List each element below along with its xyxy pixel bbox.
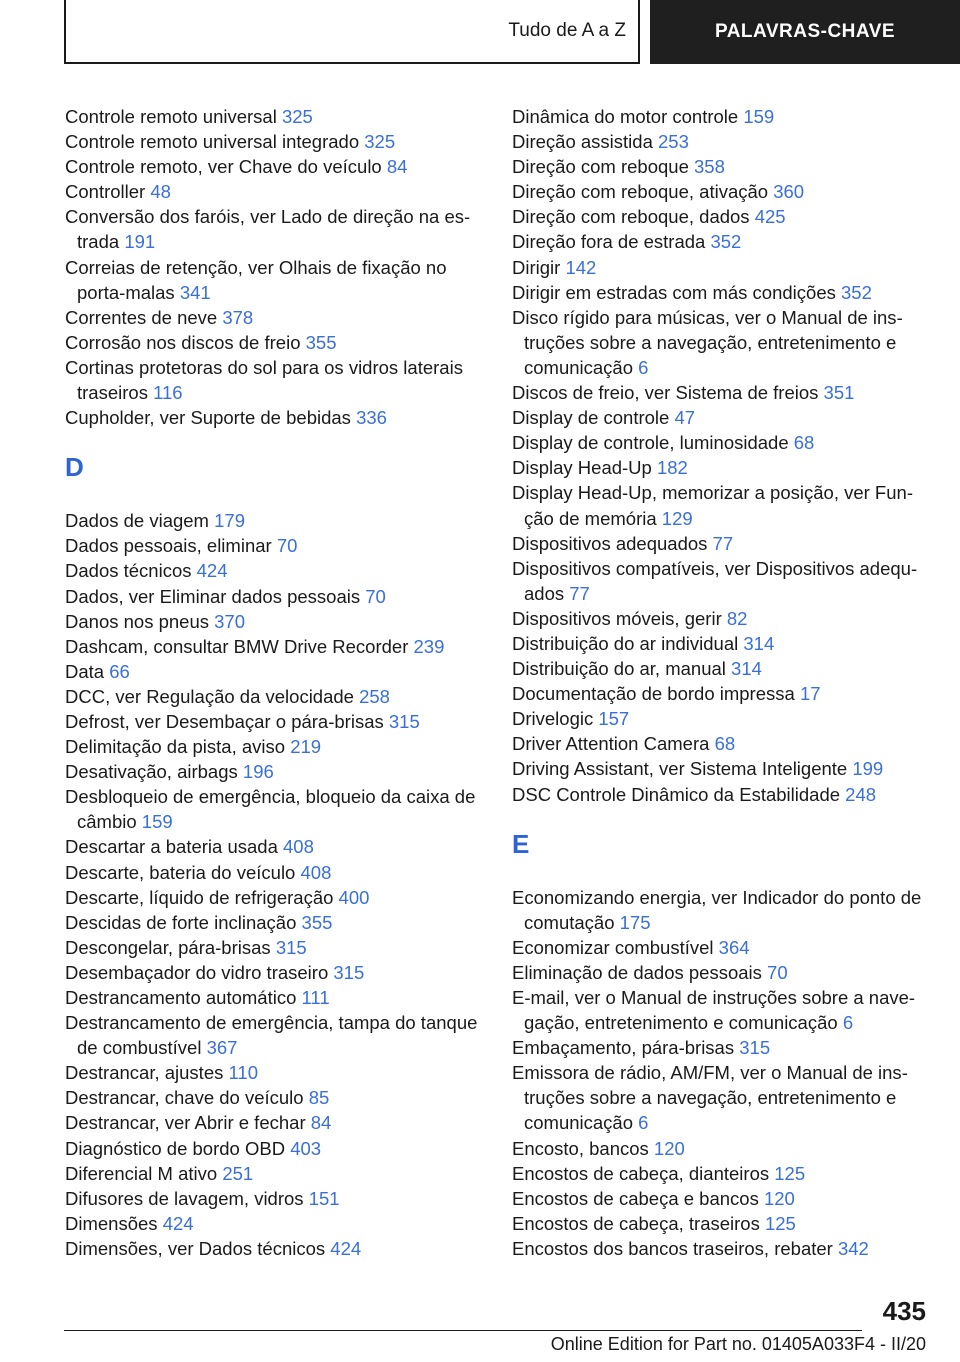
page-link[interactable]: 351 <box>823 382 855 404</box>
entry-text: Delimitação da pista, aviso <box>65 736 291 758</box>
entry-text: Cupholder, ver Suporte de bebidas <box>65 407 357 429</box>
index-entry <box>65 104 480 129</box>
index-entry <box>512 885 932 935</box>
page-link[interactable]: 66 <box>109 660 130 682</box>
page-link[interactable]: 17 <box>799 683 821 705</box>
entry-text: Eliminação de dados pessoais <box>512 961 768 983</box>
index-entry <box>65 985 480 1010</box>
entry-text: Documentação de bordo impressa <box>512 683 800 705</box>
index-entry <box>512 681 932 706</box>
index-entry <box>512 731 932 756</box>
page-link[interactable]: 314 <box>731 658 762 680</box>
entry-text: Diferencial M ativo <box>65 1162 223 1184</box>
entry-text: Dimensões <box>65 1212 163 1234</box>
page-link[interactable]: 159 <box>141 811 173 833</box>
index-entry <box>512 935 932 960</box>
index-entry <box>65 834 480 859</box>
index-entry <box>65 1186 480 1211</box>
entry-text: Display de controle <box>512 407 675 429</box>
index-entry <box>512 129 932 154</box>
index-entry <box>65 609 480 634</box>
index-entry <box>512 656 932 681</box>
page-link[interactable]: 48 <box>150 181 171 203</box>
entry-text: Dirigir <box>512 256 566 278</box>
page-link[interactable]: 352 <box>710 231 742 253</box>
page-link[interactable]: 251 <box>222 1162 254 1184</box>
page-link[interactable]: 82 <box>726 607 748 629</box>
index-entry <box>65 204 480 254</box>
entry-text: Destrancar, ver Abrir e fechar <box>65 1112 311 1134</box>
index-entry <box>65 1010 480 1060</box>
entry-text: Encostos dos bancos traseiros, rebater <box>512 1237 838 1259</box>
index-entry <box>512 204 932 229</box>
index-entry <box>65 960 480 985</box>
entry-text: Descartar a bateria usada <box>65 836 284 858</box>
entry-text: DSC Controle Dinâmico da Estabilidade <box>512 783 846 805</box>
page-link[interactable]: 6 <box>842 1012 854 1034</box>
page-link[interactable]: 84 <box>386 156 408 178</box>
index-entry <box>512 430 932 455</box>
index-entry <box>512 606 932 631</box>
entry-text: Encosto, bancos <box>512 1137 654 1159</box>
index-entry <box>65 885 480 910</box>
entry-text: Controle remoto, ver Chave do veículo <box>65 156 387 178</box>
entry-text: Dados técnicos <box>65 560 197 582</box>
entry-text: Controle remoto universal <box>65 106 282 127</box>
page-link[interactable]: 175 <box>619 911 651 933</box>
page-link[interactable]: 424 <box>196 560 228 582</box>
index-entry <box>512 985 932 1035</box>
entry-text: Controller <box>65 181 151 203</box>
entry-text: Desbloqueio de emergência, bloqueio da caixa de câmbio <box>65 786 476 833</box>
index-entry <box>512 1236 932 1261</box>
entry-text: Controle remoto universal integrado <box>65 131 365 153</box>
index-entry <box>512 380 932 405</box>
index-entry <box>65 584 480 609</box>
entry-text: Data <box>65 660 110 682</box>
index-entry <box>512 104 932 129</box>
entry-text: Distribuição do ar, manual <box>512 658 732 680</box>
page-link[interactable]: 248 <box>845 783 877 805</box>
index-column-right <box>512 104 932 1261</box>
page-link[interactable]: 325 <box>281 106 313 127</box>
index-entry <box>65 634 480 659</box>
page-link[interactable]: 424 <box>330 1237 362 1259</box>
entry-text: Encostos de cabeça, dianteiros <box>512 1162 775 1184</box>
page-number: 435 <box>882 1296 926 1326</box>
page-link[interactable]: 253 <box>658 131 689 153</box>
index-entry <box>65 1236 480 1261</box>
entry-text: Emissora de rádio, AM/FM, ver o Manual de instruções sobre a navegação, entretenimento e comunicação <box>512 1062 908 1134</box>
entry-text: Drivelogic <box>512 708 599 730</box>
index-entry <box>65 784 480 834</box>
index-entry <box>512 756 932 781</box>
index-entry <box>512 531 932 556</box>
index-entry <box>65 860 480 885</box>
entry-text: Economizando energia, ver Indicador do ponto de comutação <box>512 886 922 933</box>
entry-text: Direção fora de estrada <box>512 231 711 253</box>
page-link[interactable]: 424 <box>162 1212 194 1234</box>
entry-text: Driving Assistant, ver Sistema Inteligente <box>512 758 853 780</box>
index-entry <box>65 179 480 204</box>
entry-text: Direção com reboque, ativação <box>512 181 774 203</box>
page-link[interactable]: 314 <box>743 632 775 654</box>
entry-text: Disco rígido para músicas, ver o Manual de instruções sobre a navegação, entretenimento e comunicação <box>512 306 903 378</box>
page-link[interactable]: 239 <box>413 635 445 657</box>
entry-text: Display Head-Up, memorizar a posição, ver Função de memória <box>512 482 913 529</box>
entry-text: Dimensões, ver Dados técnicos <box>65 1237 331 1259</box>
page-link[interactable]: 70 <box>276 535 298 557</box>
index-entry <box>512 631 932 656</box>
page-link[interactable]: 325 <box>364 131 396 153</box>
index-entry <box>65 1161 480 1186</box>
index-entry <box>512 1186 932 1211</box>
index-entry <box>65 1211 480 1236</box>
page-link[interactable]: 341 <box>179 281 211 303</box>
index-entry <box>65 508 480 533</box>
entry-text: Direção com reboque <box>512 156 695 178</box>
entry-text: Destrancar, chave do veículo <box>65 1087 309 1109</box>
page-link[interactable]: 408 <box>283 836 314 858</box>
page-link[interactable]: 315 <box>739 1037 771 1059</box>
index-entry <box>512 960 932 985</box>
entry-text: Diagnóstico de bordo OBD <box>65 1137 291 1159</box>
page-header <box>64 0 960 64</box>
page-link[interactable]: 111 <box>301 987 330 1008</box>
page-link[interactable]: 403 <box>290 1137 322 1159</box>
page-link[interactable]: 358 <box>694 156 725 178</box>
entry-text: Descarte, líquido de refrigeração <box>65 886 339 908</box>
entry-text: Corrosão nos discos de freio <box>65 331 306 353</box>
entry-text: Display de controle, luminosidade <box>512 432 794 454</box>
page-link[interactable]: 70 <box>365 585 386 607</box>
page-link[interactable]: 352 <box>841 281 872 303</box>
section-letter-d: D <box>65 452 84 483</box>
entry-text: Dados de viagem <box>65 510 215 532</box>
page-link[interactable]: 70 <box>767 961 788 983</box>
entry-text: Conversão dos faróis, ver Lado de direção na estrada <box>65 206 471 253</box>
index-entry <box>512 1136 932 1161</box>
page-link[interactable]: 84 <box>310 1112 332 1134</box>
entries-pre-right <box>512 104 932 807</box>
page-link[interactable]: 182 <box>656 457 688 479</box>
page-link[interactable]: 120 <box>653 1137 685 1159</box>
entry-text: Dinâmica do motor controle <box>512 106 744 127</box>
index-entry <box>65 1136 480 1161</box>
index-entry <box>65 154 480 179</box>
page-link[interactable]: 408 <box>300 861 332 883</box>
section-title: Tudo de A a Z <box>64 0 640 64</box>
index-entry <box>512 1035 932 1060</box>
index-entry <box>512 1161 932 1186</box>
index-entry <box>512 229 932 254</box>
entry-text: Descongelar, pára-brisas <box>65 936 276 958</box>
entry-text: Encostos de cabeça e bancos <box>512 1187 764 1209</box>
index-entry <box>512 154 932 179</box>
edition-footer: Online Edition for Part no. 01405A033F4 - II/20 <box>550 1334 926 1354</box>
entries-pre-left <box>65 104 480 430</box>
page-link[interactable]: 336 <box>356 407 387 429</box>
page-link[interactable]: 400 <box>338 886 370 908</box>
entry-text: Driver Attention Camera <box>512 733 715 755</box>
index-entry <box>65 533 480 558</box>
entry-text: Discos de freio, ver Sistema de freios <box>512 382 824 404</box>
entry-text: Correntes de neve <box>65 306 223 328</box>
page-link[interactable]: 364 <box>718 936 750 958</box>
entry-text: Cortinas protetoras do sol para os vidros laterais traseiros <box>65 356 463 404</box>
page-link[interactable]: 77 <box>569 582 590 604</box>
page-link[interactable]: 196 <box>242 761 274 783</box>
entry-text: DCC, ver Regulação da velocidade <box>65 685 360 707</box>
index-entry <box>65 684 480 709</box>
chapter-title: PALAVRAS-CHAVE <box>650 0 960 64</box>
index-column-left <box>65 104 480 1261</box>
entry-text: Dispositivos móveis, gerir <box>512 607 727 629</box>
entry-text: Defrost, ver Desembaçar o pára-brisas <box>65 710 389 732</box>
page-link[interactable]: 68 <box>793 432 815 454</box>
index-entry <box>65 1060 480 1085</box>
page-link[interactable]: 120 <box>763 1187 795 1209</box>
index-entry <box>512 405 932 430</box>
entry-text: Dispositivos adequados <box>512 532 713 554</box>
page-link[interactable]: 110 <box>228 1062 258 1084</box>
entry-text: Dados pessoais, eliminar <box>65 535 277 557</box>
page-link[interactable]: 125 <box>774 1162 806 1184</box>
index-entry <box>65 935 480 960</box>
entry-text: Encostos de cabeça, traseiros <box>512 1212 765 1234</box>
index-entry <box>65 330 480 355</box>
page-link[interactable]: 159 <box>743 106 775 127</box>
page-link[interactable]: 77 <box>712 532 734 554</box>
entry-text: Descarte, bateria do veículo <box>65 861 301 883</box>
page-link[interactable]: 68 <box>714 733 736 755</box>
entries-left <box>65 508 480 1261</box>
index-entry <box>512 556 932 606</box>
section-letter-e: E <box>512 828 530 859</box>
page-link[interactable]: 425 <box>754 206 786 228</box>
index-entry <box>65 255 480 305</box>
page-link[interactable]: 179 <box>214 510 245 532</box>
index-entry <box>65 558 480 583</box>
index-entry <box>65 405 480 430</box>
footer-divider <box>64 1330 862 1331</box>
page-link[interactable]: 47 <box>674 407 696 429</box>
entry-text: Distribuição do ar individual <box>512 632 744 654</box>
index-entry <box>65 129 480 154</box>
page-link[interactable]: 219 <box>290 736 322 758</box>
page-link[interactable]: 258 <box>359 685 390 707</box>
page-link[interactable]: 367 <box>206 1037 238 1059</box>
entry-text: Economizar combustível <box>512 936 719 958</box>
entry-text: Desembaçador do vidro traseiro <box>65 961 334 983</box>
index-entry <box>65 759 480 784</box>
entry-text: Destrancamento automático <box>65 987 302 1008</box>
entry-text: Direção assistida <box>512 131 659 153</box>
entry-text: Descidas de forte inclinação <box>65 911 302 933</box>
index-entry <box>512 280 932 305</box>
page-link[interactable]: 342 <box>837 1237 869 1259</box>
index-entry <box>512 179 932 204</box>
index-entry <box>512 706 932 731</box>
page-link[interactable]: 315 <box>275 936 307 958</box>
page-link[interactable]: 129 <box>661 507 693 529</box>
page-link[interactable]: 370 <box>214 610 246 632</box>
page-link[interactable]: 125 <box>764 1212 796 1234</box>
index-entry <box>65 305 480 330</box>
index-entry <box>65 709 480 734</box>
page-link[interactable]: 116 <box>153 382 183 404</box>
page-link[interactable]: 378 <box>222 306 254 328</box>
index-entry <box>65 734 480 759</box>
page-link[interactable]: 151 <box>308 1187 340 1209</box>
index-entry <box>65 910 480 935</box>
index-entry <box>512 455 932 480</box>
entry-text: Direção com reboque, dados <box>512 206 755 228</box>
index-entry <box>512 305 932 380</box>
page-link[interactable]: 355 <box>301 911 333 933</box>
entry-text: Destrancamento de emergência, tampa do tanque de combustível <box>65 1012 478 1059</box>
entries-right <box>512 885 932 1261</box>
index-entry <box>512 1060 932 1135</box>
entry-text: Desativação, airbags <box>65 761 243 783</box>
page-link[interactable]: 355 <box>305 331 337 353</box>
page-link[interactable]: 6 <box>638 1112 649 1134</box>
entry-text: Difusores de lavagem, vidros <box>65 1187 309 1209</box>
entry-text: Correias de retenção, ver Olhais de fixação no porta-malas <box>65 256 447 303</box>
entry-text: Dispositivos compatíveis, ver Dispositivos adequados <box>512 557 918 604</box>
index-entry <box>512 480 932 530</box>
page-link[interactable]: 85 <box>308 1087 330 1109</box>
entry-text: Display Head-Up <box>512 457 657 479</box>
index-entry <box>512 1211 932 1236</box>
page-link[interactable]: 191 <box>124 231 156 253</box>
page-link[interactable]: 142 <box>565 256 597 278</box>
page-link[interactable]: 199 <box>852 758 884 780</box>
entry-text: Dirigir em estradas com más condições <box>512 281 841 303</box>
index-entry <box>512 255 932 280</box>
entry-text: Danos nos pneus <box>65 610 215 632</box>
page-link[interactable]: 315 <box>388 710 420 732</box>
index-entry <box>512 782 932 807</box>
entry-text: E-mail, ver o Manual de instruções sobre a navegação, entretenimento e comunicação <box>512 987 916 1034</box>
entry-text: Embaçamento, pára-brisas <box>512 1037 740 1059</box>
entry-text: Dados, ver Eliminar dados pessoais <box>65 585 366 607</box>
page-link[interactable]: 157 <box>598 708 630 730</box>
index-entry <box>65 659 480 684</box>
index-entry <box>65 355 480 405</box>
entry-text: Destrancar, ajustes <box>65 1062 229 1084</box>
index-entry <box>65 1085 480 1110</box>
page-link[interactable]: 6 <box>638 356 649 378</box>
entry-text: Dashcam, consultar BMW Drive Recorder <box>65 635 414 657</box>
page-link[interactable]: 360 <box>773 181 805 203</box>
index-entry <box>65 1110 480 1135</box>
page-link[interactable]: 315 <box>333 961 365 983</box>
